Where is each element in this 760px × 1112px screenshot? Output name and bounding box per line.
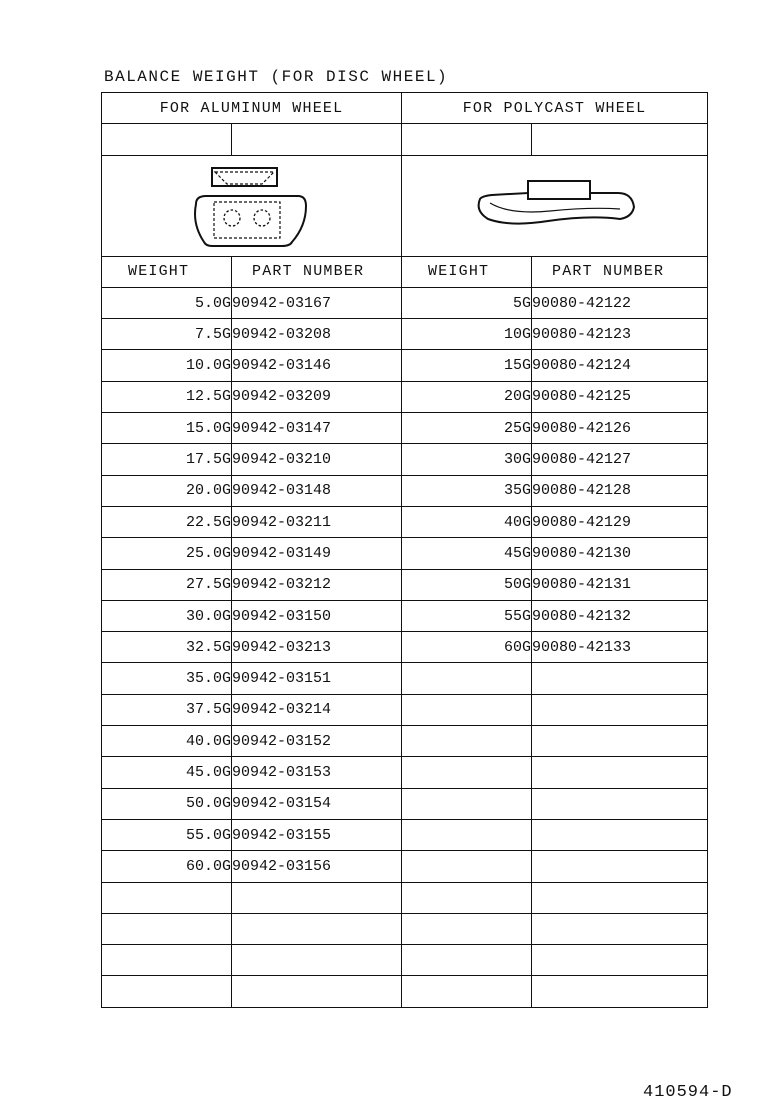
- table-row: [102, 569, 708, 600]
- aluminum-part-number-cell: 90942-03151: [232, 663, 402, 694]
- blank-cell: [402, 124, 532, 155]
- aluminum-part-number-cell: 90942-03147: [232, 413, 402, 444]
- aluminum-part-number-cell: 90942-03146: [232, 350, 402, 381]
- table-row: [102, 350, 708, 381]
- polycast-part-number-cell: 90080-42127: [532, 444, 708, 475]
- aluminum-part-number-cell: 90942-03153: [232, 757, 402, 788]
- polycast-weight-cell: 40G: [402, 506, 532, 537]
- aluminum-weight-figure: [102, 155, 402, 256]
- polycast-weight-cell: 20G: [402, 381, 532, 412]
- polycast-weight-cell: 15G: [402, 350, 532, 381]
- aluminum-weight-cell: 22.5G: [102, 506, 232, 537]
- aluminum-weight-column-header: WEIGHT: [102, 256, 232, 287]
- table-row: [102, 757, 708, 788]
- table-row: [102, 600, 708, 631]
- polycast-weight-column-header: WEIGHT: [402, 256, 532, 287]
- table-row: [102, 287, 708, 318]
- polycast-part-number-cell: 90080-42132: [532, 600, 708, 631]
- aluminum-part-number-cell: 90942-03155: [232, 819, 402, 850]
- table-row: [102, 726, 708, 757]
- polycast-weight-cell: 10G: [402, 319, 532, 350]
- aluminum-part-number-cell: 90942-03149: [232, 538, 402, 569]
- blank-cell: [402, 976, 532, 1007]
- blank-cell: [532, 913, 708, 944]
- table-row: [102, 976, 708, 1007]
- polycast-weight-cell: 45G: [402, 538, 532, 569]
- aluminum-weight-cell: 37.5G: [102, 694, 232, 725]
- blank-cell: [232, 124, 402, 155]
- blank-cell: [102, 913, 232, 944]
- aluminum-part-number-column-header: PART NUMBER: [232, 256, 402, 287]
- blank-cell: [532, 945, 708, 976]
- table-row: [102, 882, 708, 913]
- polycast-part-number-cell: 90080-42125: [532, 381, 708, 412]
- blank-cell: [402, 757, 532, 788]
- column-header-row: [102, 256, 708, 287]
- blank-cell: [532, 694, 708, 725]
- aluminum-weight-cell: 12.5G: [102, 381, 232, 412]
- polycast-part-number-cell: 90080-42128: [532, 475, 708, 506]
- blank-cell: [102, 945, 232, 976]
- table-row: [102, 632, 708, 663]
- table-row: [102, 694, 708, 725]
- document-id: 410594-D: [643, 1083, 733, 1102]
- blank-cell: [402, 913, 532, 944]
- polycast-weight-cell: 60G: [402, 632, 532, 663]
- table-row: [102, 851, 708, 882]
- table-row: [102, 319, 708, 350]
- aluminum-part-number-cell: 90942-03211: [232, 506, 402, 537]
- section-header-row: [102, 93, 708, 124]
- aluminum-wheel-header: FOR ALUMINUM WHEEL: [102, 93, 402, 124]
- blank-cell: [402, 663, 532, 694]
- polycast-weight-cell: 50G: [402, 569, 532, 600]
- blank-cell: [232, 882, 402, 913]
- aluminum-part-number-cell: 90942-03154: [232, 788, 402, 819]
- aluminum-weight-cell: 55.0G: [102, 819, 232, 850]
- aluminum-weight-cell: 10.0G: [102, 350, 232, 381]
- table-row: [102, 381, 708, 412]
- blank-cell: [532, 851, 708, 882]
- aluminum-weight-cell: 20.0G: [102, 475, 232, 506]
- blank-cell: [532, 788, 708, 819]
- blank-cell: [532, 819, 708, 850]
- polycast-part-number-cell: 90080-42123: [532, 319, 708, 350]
- polycast-weight-cell: 5G: [402, 287, 532, 318]
- table-row: [102, 413, 708, 444]
- aluminum-weight-cell: 45.0G: [102, 757, 232, 788]
- aluminum-part-number-cell: 90942-03208: [232, 319, 402, 350]
- polycast-part-number-cell: 90080-42124: [532, 350, 708, 381]
- aluminum-part-number-cell: 90942-03212: [232, 569, 402, 600]
- polycast-weight-cell: 30G: [402, 444, 532, 475]
- aluminum-weight-drawing: [182, 156, 322, 256]
- table-row: [102, 444, 708, 475]
- blank-cell: [232, 913, 402, 944]
- aluminum-weight-cell: 27.5G: [102, 569, 232, 600]
- aluminum-weight-cell: 7.5G: [102, 319, 232, 350]
- table-row: [102, 913, 708, 944]
- aluminum-part-number-cell: 90942-03214: [232, 694, 402, 725]
- polycast-weight-figure: [402, 155, 708, 256]
- blank-cell: [402, 694, 532, 725]
- table-row: [102, 819, 708, 850]
- figure-row: [102, 155, 708, 256]
- aluminum-part-number-cell: 90942-03210: [232, 444, 402, 475]
- polycast-part-number-cell: 90080-42129: [532, 506, 708, 537]
- blank-subheader-row: [102, 124, 708, 155]
- blank-cell: [532, 663, 708, 694]
- table-row: [102, 506, 708, 537]
- blank-cell: [232, 945, 402, 976]
- balance-weight-table: [101, 92, 708, 1008]
- aluminum-weight-cell: 17.5G: [102, 444, 232, 475]
- blank-cell: [402, 788, 532, 819]
- blank-cell: [532, 757, 708, 788]
- blank-cell: [532, 124, 708, 155]
- aluminum-part-number-cell: 90942-03167: [232, 287, 402, 318]
- polycast-weight-cell: 55G: [402, 600, 532, 631]
- table-row: [102, 788, 708, 819]
- polycast-part-number-cell: 90080-42131: [532, 569, 708, 600]
- polycast-part-number-cell: 90080-42122: [532, 287, 708, 318]
- polycast-wheel-header: FOR POLYCAST WHEEL: [402, 93, 708, 124]
- document-title: BALANCE WEIGHT (FOR DISC WHEEL): [104, 68, 449, 86]
- aluminum-weight-cell: 40.0G: [102, 726, 232, 757]
- polycast-part-number-cell: 90080-42126: [532, 413, 708, 444]
- aluminum-weight-cell: 5.0G: [102, 287, 232, 318]
- aluminum-part-number-cell: 90942-03150: [232, 600, 402, 631]
- blank-cell: [102, 124, 232, 155]
- polycast-part-number-cell: 90080-42133: [532, 632, 708, 663]
- aluminum-weight-cell: 30.0G: [102, 600, 232, 631]
- aluminum-weight-cell: 32.5G: [102, 632, 232, 663]
- aluminum-part-number-cell: 90942-03213: [232, 632, 402, 663]
- blank-cell: [402, 726, 532, 757]
- polycast-weight-cell: 35G: [402, 475, 532, 506]
- aluminum-part-number-cell: 90942-03148: [232, 475, 402, 506]
- blank-cell: [532, 726, 708, 757]
- aluminum-part-number-cell: 90942-03156: [232, 851, 402, 882]
- aluminum-weight-cell: 60.0G: [102, 851, 232, 882]
- blank-cell: [402, 851, 532, 882]
- table-row: [102, 475, 708, 506]
- polycast-part-number-cell: 90080-42130: [532, 538, 708, 569]
- table-row: [102, 538, 708, 569]
- table-row: [102, 945, 708, 976]
- blank-cell: [402, 882, 532, 913]
- blank-cell: [402, 945, 532, 976]
- blank-cell: [232, 976, 402, 1007]
- aluminum-weight-cell: 15.0G: [102, 413, 232, 444]
- polycast-part-number-column-header: PART NUMBER: [532, 256, 708, 287]
- aluminum-part-number-cell: 90942-03209: [232, 381, 402, 412]
- aluminum-weight-cell: 50.0G: [102, 788, 232, 819]
- blank-cell: [402, 819, 532, 850]
- polycast-weight-cell: 25G: [402, 413, 532, 444]
- blank-cell: [532, 882, 708, 913]
- blank-cell: [102, 882, 232, 913]
- polycast-weight-drawing: [470, 171, 640, 241]
- blank-cell: [102, 976, 232, 1007]
- aluminum-weight-cell: 25.0G: [102, 538, 232, 569]
- table-row: [102, 663, 708, 694]
- aluminum-part-number-cell: 90942-03152: [232, 726, 402, 757]
- blank-cell: [532, 976, 708, 1007]
- aluminum-weight-cell: 35.0G: [102, 663, 232, 694]
